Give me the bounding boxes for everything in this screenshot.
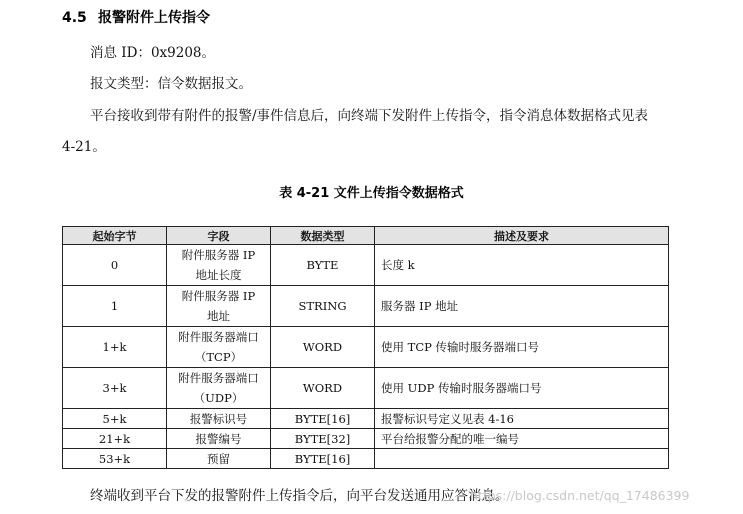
message-type-text: 报文类型：信令数据报文。 xyxy=(90,76,252,92)
cell-description: 平台给报警分配的唯一编号 xyxy=(375,429,669,449)
cell-start: 0 xyxy=(63,245,167,286)
table-row xyxy=(63,245,669,286)
intro-paragraph-line2: 4-21。 xyxy=(62,139,106,155)
cell-field-line: 附件服务器端口 xyxy=(178,371,259,385)
cell-type: BYTE[16] xyxy=(271,449,375,469)
cell-start: 1+k xyxy=(63,327,167,368)
section-heading xyxy=(62,6,210,30)
cell-field xyxy=(167,286,271,327)
table-row xyxy=(63,368,669,409)
table-caption: 表 4-21 文件上传指令数据格式 xyxy=(279,186,464,201)
cell-field-line: 附件服务器 IP xyxy=(181,248,256,262)
cell-start: 53+k xyxy=(63,449,167,469)
cell-description: 报警标识号定义见表 4-16 xyxy=(375,409,669,429)
cell-field xyxy=(167,327,271,368)
section-title: 报警附件上传指令 xyxy=(98,10,210,26)
header-data-type: 数据类型 xyxy=(271,227,375,245)
cell-field-line: 附件服务器端口 xyxy=(178,330,259,344)
section-number: 4.5 xyxy=(62,10,87,26)
cell-start: 21+k xyxy=(63,429,167,449)
cell-type: BYTE xyxy=(271,245,375,286)
data-format-table xyxy=(62,226,669,469)
table-row xyxy=(63,409,669,429)
message-id-text: 消息 ID：0x9208。 xyxy=(90,45,216,61)
cell-field-line: 地址 xyxy=(207,309,230,323)
cell-field-line: 地址长度 xyxy=(195,268,242,282)
cell-description: 使用 TCP 传输时服务器端口号 xyxy=(375,327,669,368)
table-row xyxy=(63,327,669,368)
cell-start: 5+k xyxy=(63,409,167,429)
table-row xyxy=(63,429,669,449)
cell-field-line: 附件服务器 IP xyxy=(181,289,256,303)
table-row xyxy=(63,449,669,469)
cell-type: STRING xyxy=(271,286,375,327)
cell-field: 预留 xyxy=(167,449,271,469)
intro-paragraph-line1: 平台接收到带有附件的报警/事件信息后，向终端下发附件上传指令，指令消息体数据格式见表 xyxy=(90,108,649,124)
cell-type: WORD xyxy=(271,368,375,409)
table-header-row xyxy=(63,227,669,245)
cell-type: WORD xyxy=(271,327,375,368)
cell-description: 服务器 IP 地址 xyxy=(375,286,669,327)
cell-description: 使用 UDP 传输时服务器端口号 xyxy=(375,368,669,409)
cell-start: 1 xyxy=(63,286,167,327)
cell-field: 报警标识号 xyxy=(167,409,271,429)
cell-type: BYTE[16] xyxy=(271,409,375,429)
header-description: 描述及要求 xyxy=(375,227,669,245)
cell-description: 长度 k xyxy=(375,245,669,286)
cell-start: 3+k xyxy=(63,368,167,409)
header-start-byte: 起始字节 xyxy=(63,227,167,245)
cell-field xyxy=(167,245,271,286)
cell-description xyxy=(375,449,669,469)
header-field: 字段 xyxy=(167,227,271,245)
table-row xyxy=(63,286,669,327)
cell-field: 报警编号 xyxy=(167,429,271,449)
cell-field-line: （TCP） xyxy=(194,350,243,364)
cell-type: BYTE[32] xyxy=(271,429,375,449)
cell-field xyxy=(167,368,271,409)
footer-paragraph: 终端收到平台下发的报警附件上传指令后，向平台发送通用应答消息。 xyxy=(90,488,509,504)
cell-field-line: （UDP） xyxy=(193,391,244,405)
watermark-url: https://blog.csdn.net/qq_17486399 xyxy=(470,488,690,503)
